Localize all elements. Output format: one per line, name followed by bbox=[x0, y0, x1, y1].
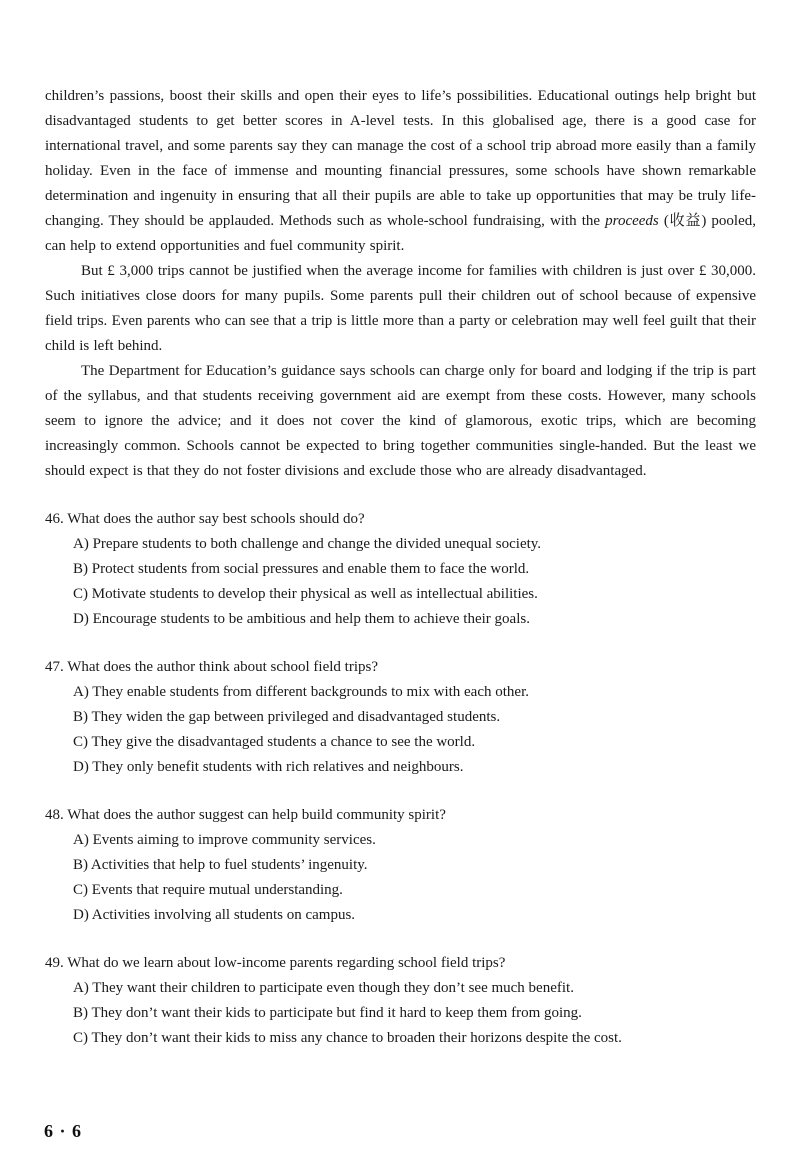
option-a: A) They enable students from different backgrounds to mix with each other. bbox=[73, 684, 529, 700]
option-c: C) Motivate students to develop their physical as well as intellectual abilities. bbox=[73, 586, 538, 602]
reading-passage bbox=[45, 84, 756, 484]
option-c: C) Events that require mutual understanding. bbox=[73, 882, 343, 898]
option-b: B) Activities that help to fuel students’ ingenuity. bbox=[73, 857, 368, 873]
option-c: C) They don’t want their kids to miss any chance to broaden their horizons despite the cost. bbox=[73, 1030, 622, 1046]
option-d: D) Activities involving all students on campus. bbox=[73, 907, 356, 923]
question-stem: 46. What does the author say best schools should do? bbox=[45, 511, 365, 527]
passage-paragraph-1 bbox=[45, 84, 756, 259]
glossed-term: proceeds bbox=[605, 213, 659, 229]
option-d: D) They only benefit students with rich relatives and neighbours. bbox=[73, 759, 464, 775]
question-49 bbox=[45, 951, 756, 1051]
document-page bbox=[45, 84, 756, 1051]
passage-paragraph-3: The Department for Education’s guidance says schools can charge only for board and lodging if the trip is part of the syllabus, and that students receiving government aid are exempt from these costs. However, many schools seem to ignore the advice; and it does not cover the kind of glamorous, exotic trips, which are becoming increasingly common. Schools cannot be expected to bring together communities single-handed. But the least we should expect is that they do not foster divisions and exclude those who are already disadvantaged. bbox=[45, 363, 756, 479]
option-b: B) They don’t want their kids to participate but find it hard to keep them from going. bbox=[73, 1005, 582, 1021]
option-a: A) Prepare students to both challenge and change the divided unequal society. bbox=[73, 536, 542, 552]
question-list bbox=[45, 507, 756, 1051]
paragraph-1-text-before: children’s passions, boost their skills and open their eyes to life’s possibilities. Educational outings help bright but disadvantaged students to get better scores in A-level tests. In this globalised age, there is a good case for international travel, and some parents say they can manage the cost of a school trip abroad more easily than a family holiday. Even in the face of immense and mounting financial pressures, some schools have shown remarkable determination and ingenuity in ensuring that all their pupils are able to take up opportunities that may be truly life-changing. They should be applauded. Methods such as whole-school fundraising, with the bbox=[45, 88, 756, 229]
question-stem: 47. What does the author think about school field trips? bbox=[45, 659, 378, 675]
paragraph-1-text-after: (收益) pooled, can help to extend opportunities and fuel community spirit. bbox=[45, 213, 756, 254]
option-b: B) They widen the gap between privileged and disadvantaged students. bbox=[73, 709, 501, 725]
passage-paragraph-2: But £ 3,000 trips cannot be justified when the average income for families with children is just over £ 30,000. Such initiatives close doors for many pupils. Some parents pull their children out of school because of expensive field trips. Even parents who can see that a trip is little more than a party or celebration may well feel guilt that their child is left behind. bbox=[45, 263, 756, 354]
option-c: C) They give the disadvantaged students a chance to see the world. bbox=[73, 734, 476, 750]
question-46 bbox=[45, 507, 756, 632]
page-number: 6 · 6 bbox=[44, 1121, 83, 1141]
option-b: B) Protect students from social pressures and enable them to face the world. bbox=[73, 561, 530, 577]
option-a: A) Events aiming to improve community services. bbox=[73, 832, 376, 848]
question-48 bbox=[45, 803, 756, 928]
question-stem: 49. What do we learn about low-income parents regarding school field trips? bbox=[45, 955, 506, 971]
question-stem: 48. What does the author suggest can help build community spirit? bbox=[45, 807, 446, 823]
option-d: D) Encourage students to be ambitious and help them to achieve their goals. bbox=[73, 611, 530, 627]
option-a: A) They want their children to participate even though they don’t see much benefit. bbox=[73, 980, 574, 996]
question-47 bbox=[45, 655, 756, 780]
